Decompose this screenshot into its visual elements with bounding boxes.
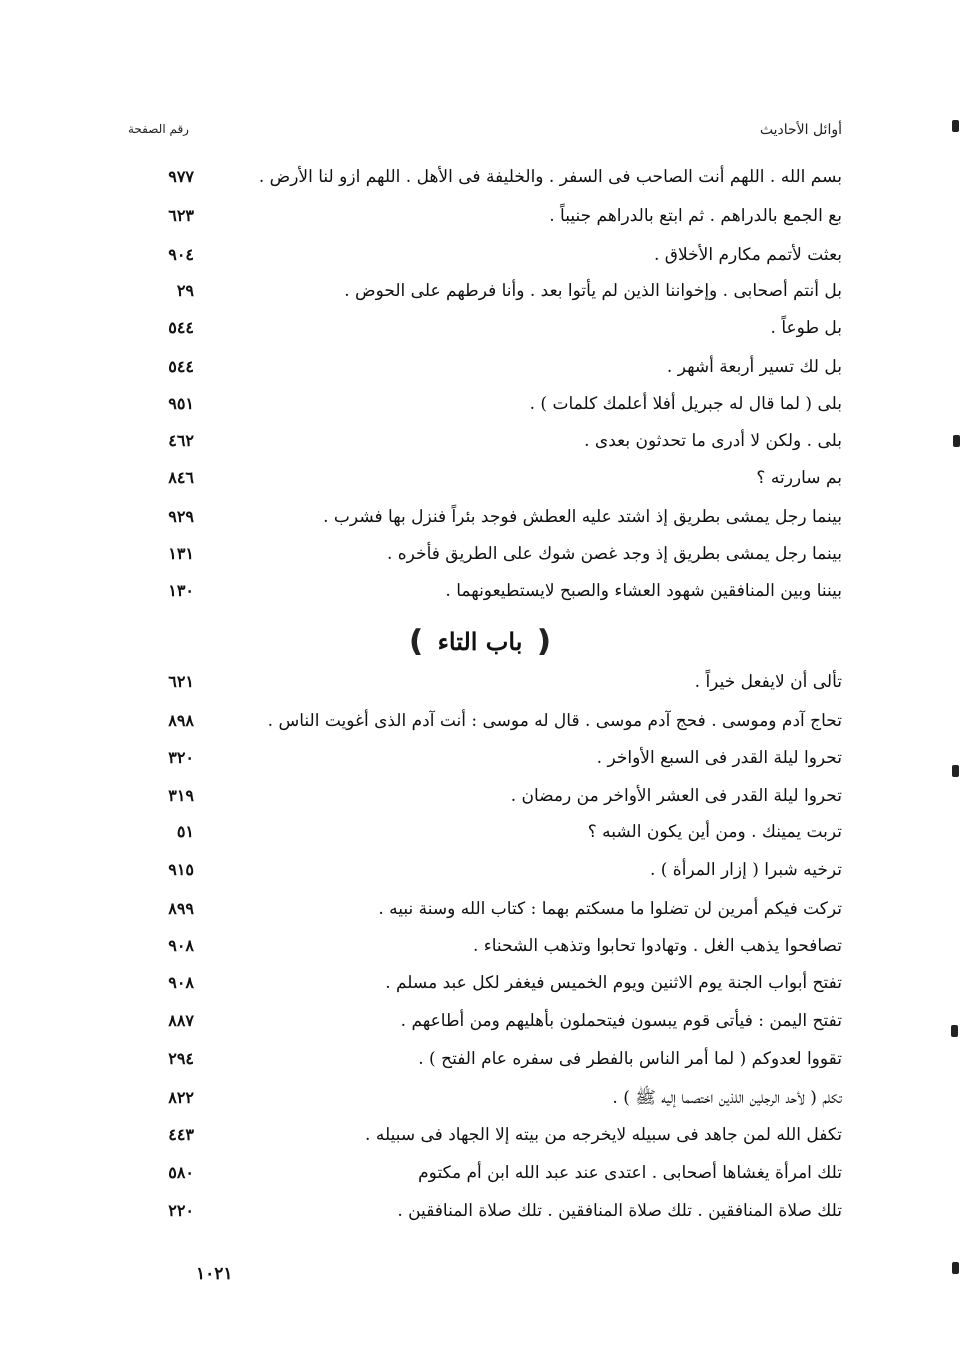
page-ref: ٢٩٤ <box>168 1049 194 1068</box>
hadith-opening: بينما رجل يمشى بطريق إذ اشتد عليه العطش فوجد بئراً فنزل بها فشرب . <box>323 507 842 527</box>
section-heading <box>0 618 960 666</box>
page-column-label: رقم الصفحة <box>128 122 189 136</box>
index-entry <box>0 274 960 308</box>
scan-mark <box>952 765 959 777</box>
section-title-frame <box>404 618 557 666</box>
ornament-bracket-icon: ❪ <box>531 624 557 659</box>
page-ref: ٦٢١ <box>168 672 194 691</box>
hadith-opening: بسم الله . اللهم أنت الصاحب فى السفر . والخليفة فى الأهل . اللهم ازو لنا الأرض . <box>258 167 842 187</box>
hadith-opening: بيننا وبين المنافقين شهود العشاء والصبح لايستطيعونهما . <box>445 581 842 601</box>
page-ref: ٤٤٣ <box>168 1125 194 1144</box>
hadith-opening: تألى أن لايفعل خيراً . <box>694 672 842 692</box>
page-ref: ٨٩٨ <box>168 711 194 730</box>
page-ref: ٩٥١ <box>168 394 194 413</box>
index-entry <box>0 199 960 233</box>
hadith-opening: بل أنتم أصحابى . وإخواننا الذين لم يأتوا بعد . وأنا فرطهم على الحوض . <box>344 281 842 301</box>
index-entry <box>0 350 960 384</box>
scan-mark <box>952 1262 959 1274</box>
page-ref: ١٣١ <box>168 544 194 563</box>
index-entry <box>0 1042 960 1076</box>
section-title: باب التاء <box>437 627 523 656</box>
ornament-bracket-icon: ❫ <box>403 624 429 659</box>
hadith-opening: بعثت لأتمم مكارم الأخلاق . <box>653 245 842 265</box>
hadith-opening: تكلم ( لأحد الرجلين اللذين اختصما إليه ﷺ ) . <box>612 1088 842 1108</box>
scan-mark <box>953 435 960 447</box>
page-number: ١٠٢١ <box>196 1264 233 1284</box>
hadith-opening: بم ساررته ؟ <box>756 468 842 488</box>
index-entry <box>0 929 960 963</box>
index-entry <box>0 311 960 345</box>
page-ref: ٩٠٤ <box>168 245 194 264</box>
index-entry <box>0 387 960 421</box>
index-entry <box>0 1194 960 1228</box>
index-entry <box>0 500 960 534</box>
index-entry <box>0 537 960 571</box>
page-ref: ٨٩٩ <box>168 899 194 918</box>
hadith-opening: بينما رجل يمشى بطريق إذ وجد غصن شوك على الطريق فأخره . <box>386 544 842 564</box>
index-entry <box>0 238 960 272</box>
page-ref: ٤٦٢ <box>168 431 194 450</box>
page-ref: ٢٩ <box>176 281 194 300</box>
hadith-opening: تربت يمينك . ومن أين يكون الشبه ؟ <box>587 822 842 842</box>
index-entry <box>0 741 960 775</box>
hadith-opening: بل طوعاً . <box>770 318 842 338</box>
page-ref: ٢٢٠ <box>168 1201 194 1220</box>
index-entry <box>0 853 960 887</box>
page-ref: ٩٧٧ <box>168 167 194 186</box>
hadith-opening: تحروا ليلة القدر فى العشر الأواخر من رمضان . <box>510 786 842 806</box>
page-ref: ٥٤٤ <box>168 318 194 337</box>
running-title: أوائل الأحاديث <box>759 122 842 138</box>
index-entry <box>0 1118 960 1152</box>
hadith-opening: بع الجمع بالدراهم . ثم ابتع بالدراهم جنيباً . <box>549 206 842 226</box>
page-ref: ٥١ <box>176 822 194 841</box>
hadith-opening: تقووا لعدوكم ( لما أمر الناس بالفطر فى سفره عام الفتح ) . <box>418 1049 842 1069</box>
hadith-opening: تلك صلاة المنافقين . تلك صلاة المنافقين . تلك صلاة المنافقين . <box>397 1201 842 1221</box>
scan-mark <box>952 120 959 132</box>
index-entry <box>0 1156 960 1190</box>
hadith-opening: تحاج آدم وموسى . فحج آدم موسى . قال له موسى : أنت آدم الذى أغويت الناس . <box>267 711 842 731</box>
page-ref: ٨٢٢ <box>168 1088 194 1107</box>
hadith-opening: تفتح اليمن : فيأتى قوم يبسون فيتحملون بأهليهم ومن أطاعهم . <box>400 1011 842 1031</box>
page-ref: ٥٤٤ <box>168 357 194 376</box>
index-entry <box>0 1004 960 1038</box>
hadith-opening: بلى . ولكن لا أدرى ما تحدثون بعدى . <box>584 431 842 451</box>
hadith-opening: تكفل الله لمن جاهد فى سبيله لايخرجه من بيته إلا الجهاد فى سبيله . <box>365 1125 842 1145</box>
hadith-opening: بل لك تسير أربعة أشهر . <box>666 357 842 377</box>
hadith-opening: ترخيه شبرا ( إزار المرأة ) . <box>649 860 842 880</box>
hadith-opening: تركت فيكم أمرين لن تضلوا ما مسكتم بهما : كتاب الله وسنة نبيه . <box>378 899 842 919</box>
index-entry <box>0 815 960 849</box>
index-entry <box>0 779 960 813</box>
page-ref: ١٣٠ <box>168 581 194 600</box>
index-entry <box>0 160 960 194</box>
index-entry <box>0 424 960 458</box>
hadith-opening: تفتح أبواب الجنة يوم الاثنين ويوم الخميس فيغفر لكل عبد مسلم . <box>385 973 842 993</box>
scan-mark <box>951 1025 958 1037</box>
page-ref: ٩٠٨ <box>168 973 194 992</box>
page-ref: ٥٨٠ <box>168 1163 194 1182</box>
hadith-opening: تحروا ليلة القدر فى السبع الأواخر . <box>596 748 842 768</box>
hadith-opening: تلك امرأة يغشاها أصحابى . اعتدى عند عبد الله ابن أم مكتوم <box>418 1163 842 1183</box>
page-ref: ٦٢٣ <box>168 206 194 225</box>
page-ref: ٩٠٨ <box>168 936 194 955</box>
page-ref: ٣١٩ <box>168 786 194 805</box>
page-ref: ٩١٥ <box>168 860 194 879</box>
index-entry <box>0 892 960 926</box>
page-ref: ٨٤٦ <box>168 468 194 487</box>
hadith-opening: بلى ( لما قال له جبريل أفلا أعلمك كلمات ) . <box>529 394 842 414</box>
index-entry <box>0 1081 960 1115</box>
index-entry <box>0 966 960 1000</box>
page-ref: ٣٢٠ <box>168 748 194 767</box>
index-entry <box>0 574 960 608</box>
index-entry <box>0 704 960 738</box>
page-ref: ٩٢٩ <box>168 507 194 526</box>
page-ref: ٨٨٧ <box>168 1011 194 1030</box>
hadith-opening: تصافحوا يذهب الغل . وتهادوا تحابوا وتذهب الشحناء . <box>472 936 842 956</box>
index-entry <box>0 461 960 495</box>
index-entry <box>0 665 960 699</box>
